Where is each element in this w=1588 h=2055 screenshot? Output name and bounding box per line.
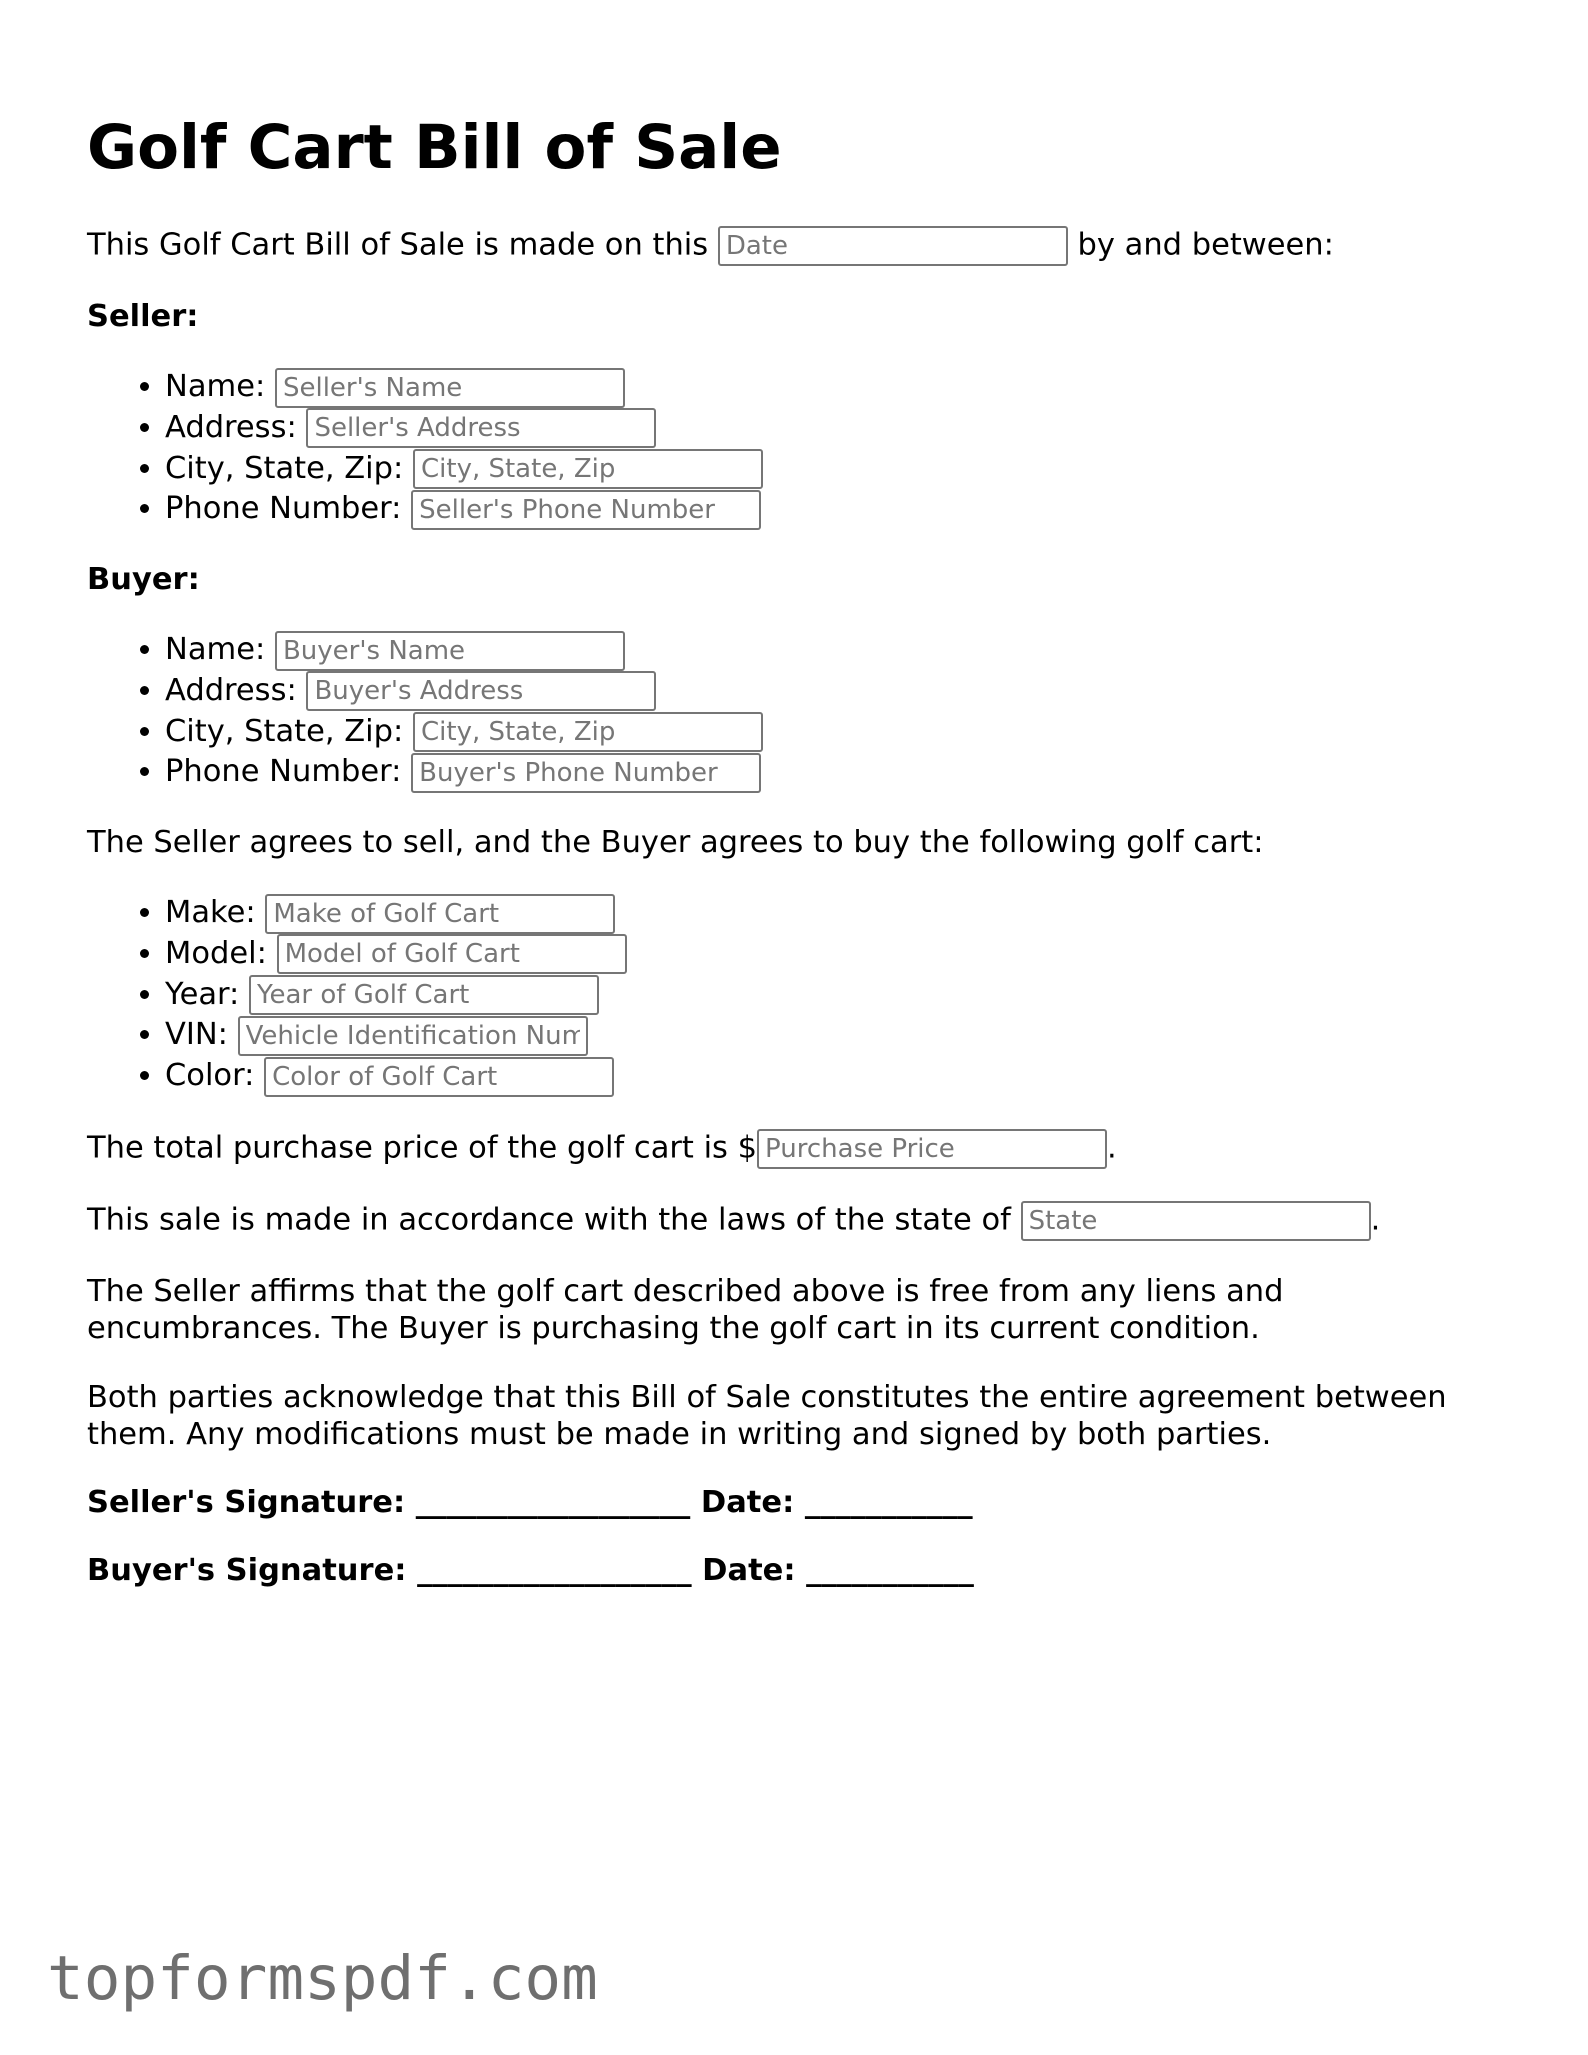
- intro-text-after: by and between:: [1077, 227, 1334, 263]
- cart-model-item: [165, 934, 627, 975]
- cart-fields-list: [87, 893, 627, 1097]
- buyer-address-item: [165, 671, 763, 712]
- seller-city-input[interactable]: [413, 449, 763, 489]
- cart-color-input[interactable]: [264, 1057, 614, 1097]
- seller-address-label: Address:: [165, 409, 297, 445]
- seller-name-label: Name:: [165, 369, 266, 404]
- buyer-city-input[interactable]: [413, 712, 763, 752]
- date-input[interactable]: [718, 226, 1068, 266]
- seller-fields-list: [87, 367, 763, 530]
- buyer-name-input[interactable]: [275, 631, 625, 671]
- law-line: [87, 1201, 1380, 1241]
- buyer-name-item: [165, 630, 763, 671]
- price-line: [87, 1129, 1117, 1169]
- cart-vin-item: [165, 1015, 627, 1056]
- cart-model-input[interactable]: [277, 934, 627, 974]
- cart-year-input[interactable]: [249, 975, 599, 1015]
- cart-vin-label: VIN:: [165, 1017, 228, 1053]
- seller-address-input[interactable]: [306, 408, 656, 448]
- liens-line-1: The Seller affirms that the golf cart described above is free from any liens and: [87, 1274, 1284, 1309]
- cart-color-label: Color:: [165, 1058, 255, 1094]
- seller-city-item: [165, 449, 763, 490]
- buyer-name-label: Name:: [165, 632, 266, 667]
- page-title: Golf Cart Bill of Sale: [87, 112, 782, 183]
- price-text-before: The total purchase price of the golf cart is $: [87, 1130, 758, 1166]
- state-input[interactable]: [1021, 1201, 1371, 1241]
- watermark-text: topformspdf.com: [47, 1943, 598, 2014]
- entire-agreement-paragraph: [87, 1380, 1507, 1453]
- purchase-price-input[interactable]: [757, 1129, 1107, 1169]
- buyer-address-input[interactable]: [306, 671, 656, 711]
- entire-line-1: Both parties acknowledge that this Bill of Sale constitutes the entire agreement between: [87, 1380, 1447, 1415]
- cart-model-label: Model:: [165, 935, 267, 971]
- buyer-phone-item: [165, 752, 763, 793]
- buyer-phone-input[interactable]: [411, 753, 761, 793]
- seller-name-item: [165, 367, 763, 408]
- entire-line-2: them. Any modifications must be made in writing and signed by both parties.: [87, 1416, 1272, 1452]
- buyer-phone-label: Phone Number:: [165, 754, 402, 790]
- cart-make-item: [165, 893, 627, 934]
- price-text-after: .: [1107, 1130, 1117, 1166]
- agreement-text: The Seller agrees to sell, and the Buyer agrees to buy the following golf cart:: [87, 825, 1264, 860]
- seller-signature-line: Seller's Signature: __________________ Date: ___________: [87, 1485, 973, 1520]
- cart-year-item: [165, 975, 627, 1016]
- seller-name-input[interactable]: [275, 368, 625, 408]
- buyer-fields-list: [87, 630, 763, 793]
- seller-heading: Seller:: [87, 299, 199, 334]
- law-text-after: .: [1370, 1202, 1381, 1238]
- cart-make-label: Make:: [165, 895, 256, 930]
- buyer-heading: Buyer:: [87, 562, 200, 597]
- seller-phone-input[interactable]: [411, 490, 761, 530]
- cart-year-label: Year:: [165, 976, 240, 1012]
- seller-phone-label: Phone Number:: [165, 491, 402, 527]
- intro-line: [87, 226, 1334, 266]
- liens-paragraph: [87, 1274, 1507, 1347]
- seller-city-label: City, State, Zip:: [165, 450, 404, 486]
- law-text-before: This sale is made in accordance with the laws of the state of: [87, 1202, 1011, 1238]
- buyer-signature-line: Buyer's Signature: __________________ Date: ___________: [87, 1553, 974, 1588]
- buyer-address-label: Address:: [165, 672, 297, 708]
- buyer-city-item: [165, 712, 763, 753]
- cart-make-input[interactable]: [265, 894, 615, 934]
- buyer-city-label: City, State, Zip:: [165, 713, 404, 749]
- seller-address-item: [165, 408, 763, 449]
- intro-text-before: This Golf Cart Bill of Sale is made on this: [87, 227, 709, 263]
- seller-phone-item: [165, 489, 763, 530]
- liens-line-2: encumbrances. The Buyer is purchasing the golf cart in its current condition.: [87, 1310, 1260, 1346]
- cart-color-item: [165, 1056, 627, 1097]
- cart-vin-input[interactable]: [238, 1016, 588, 1056]
